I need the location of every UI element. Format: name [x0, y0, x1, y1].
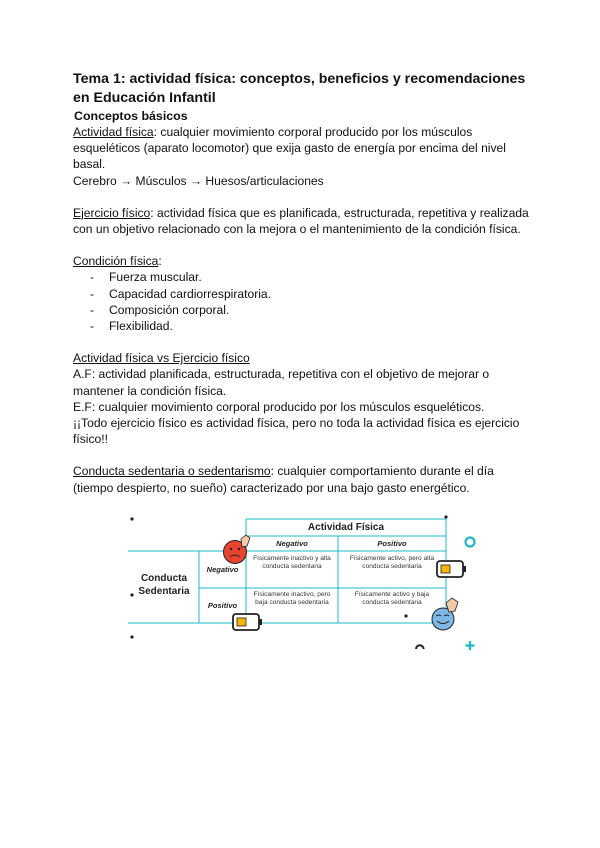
- page-title: Tema 1: actividad física: conceptos, beneficios y recomendaciones en Educación Infantil: [73, 71, 526, 106]
- list-item: - Capacidad cardiorrespiratoria.: [90, 286, 533, 302]
- document-page: [73, 70, 533, 496]
- row-header: Conducta Sedentaria: [138, 573, 190, 597]
- chain-line: Cerebro → Músculos → Huesos/articulaciones: [73, 173, 324, 188]
- af-paragraph: [73, 124, 533, 173]
- list-item: - Fuerza muscular.: [90, 269, 533, 285]
- cell-neg-neg: Físicamente inactivo y alta conducta sedentaria: [253, 555, 331, 570]
- col-negative: Negativo: [276, 539, 308, 548]
- row-negative: Negativo: [206, 565, 239, 574]
- sed-paragraph: [73, 463, 533, 495]
- cell-pos-pos: Físicamente activo y baja conducta sedentaria: [354, 591, 430, 606]
- cell-pos-neg: Físicamente inactivo, pero baja conducta sedentaria: [253, 591, 331, 606]
- af-term: Actividad física: [73, 125, 154, 139]
- ef-paragraph: [73, 205, 533, 237]
- col-positive: Positivo: [377, 539, 407, 548]
- ring-icon: [466, 538, 475, 547]
- section-heading: Conceptos básicos: [74, 109, 188, 123]
- cf-term: Condición física: [73, 254, 159, 269]
- sed-term: Conducta sedentaria o sedentarismo: [73, 464, 271, 479]
- vs-note: ¡¡Todo ejercicio físico es actividad física, pero no toda la actividad física es ejercicio físico!!: [73, 416, 520, 447]
- list-item: - Composición corporal.: [90, 302, 533, 318]
- vs-ef-line: E.F: cualquier movimiento corporal producido por los músculos esqueléticos.: [73, 399, 485, 414]
- arc-icon: [416, 645, 424, 649]
- vs-af-line: A.F: actividad planificada, estructurada, repetitiva con el objetivo de mejorar o mantener la condición física.: [73, 367, 490, 398]
- sed-definition: : cualquier comportamiento durante el día (tiempo despierto, no sueño) caracterizado por una bajo gasto energético.: [73, 464, 494, 495]
- ef-definition: : actividad física que es planificada, estructurada, repetitiva y realizada con un objetivo relacionado con la mejora o el mantenimiento de la condición física.: [73, 205, 529, 237]
- battery-full-icon: [437, 561, 466, 577]
- cell-neg-pos: Físicamente activo, pero alta conducta sedentaria: [349, 555, 435, 570]
- row-positive: Positivo: [207, 601, 238, 610]
- vs-heading: Actividad física vs Ejercicio físico: [73, 351, 250, 366]
- sedentary-matrix-figure: [128, 515, 483, 655]
- battery-low-icon: [233, 614, 262, 630]
- cf-list: [73, 269, 533, 334]
- col-header: Actividad Física: [307, 522, 385, 533]
- plus-icon: [466, 641, 475, 650]
- list-item: - Flexibilidad.: [90, 318, 533, 334]
- ef-term: Ejercicio físico: [73, 205, 151, 220]
- cf-heading: Condición física:: [73, 254, 162, 269]
- af-definition: : cualquier movimiento corporal producido por los músculos esqueléticos (aparato locomotor) que exija gasto de energía por encima del nivel basal.: [73, 125, 506, 172]
